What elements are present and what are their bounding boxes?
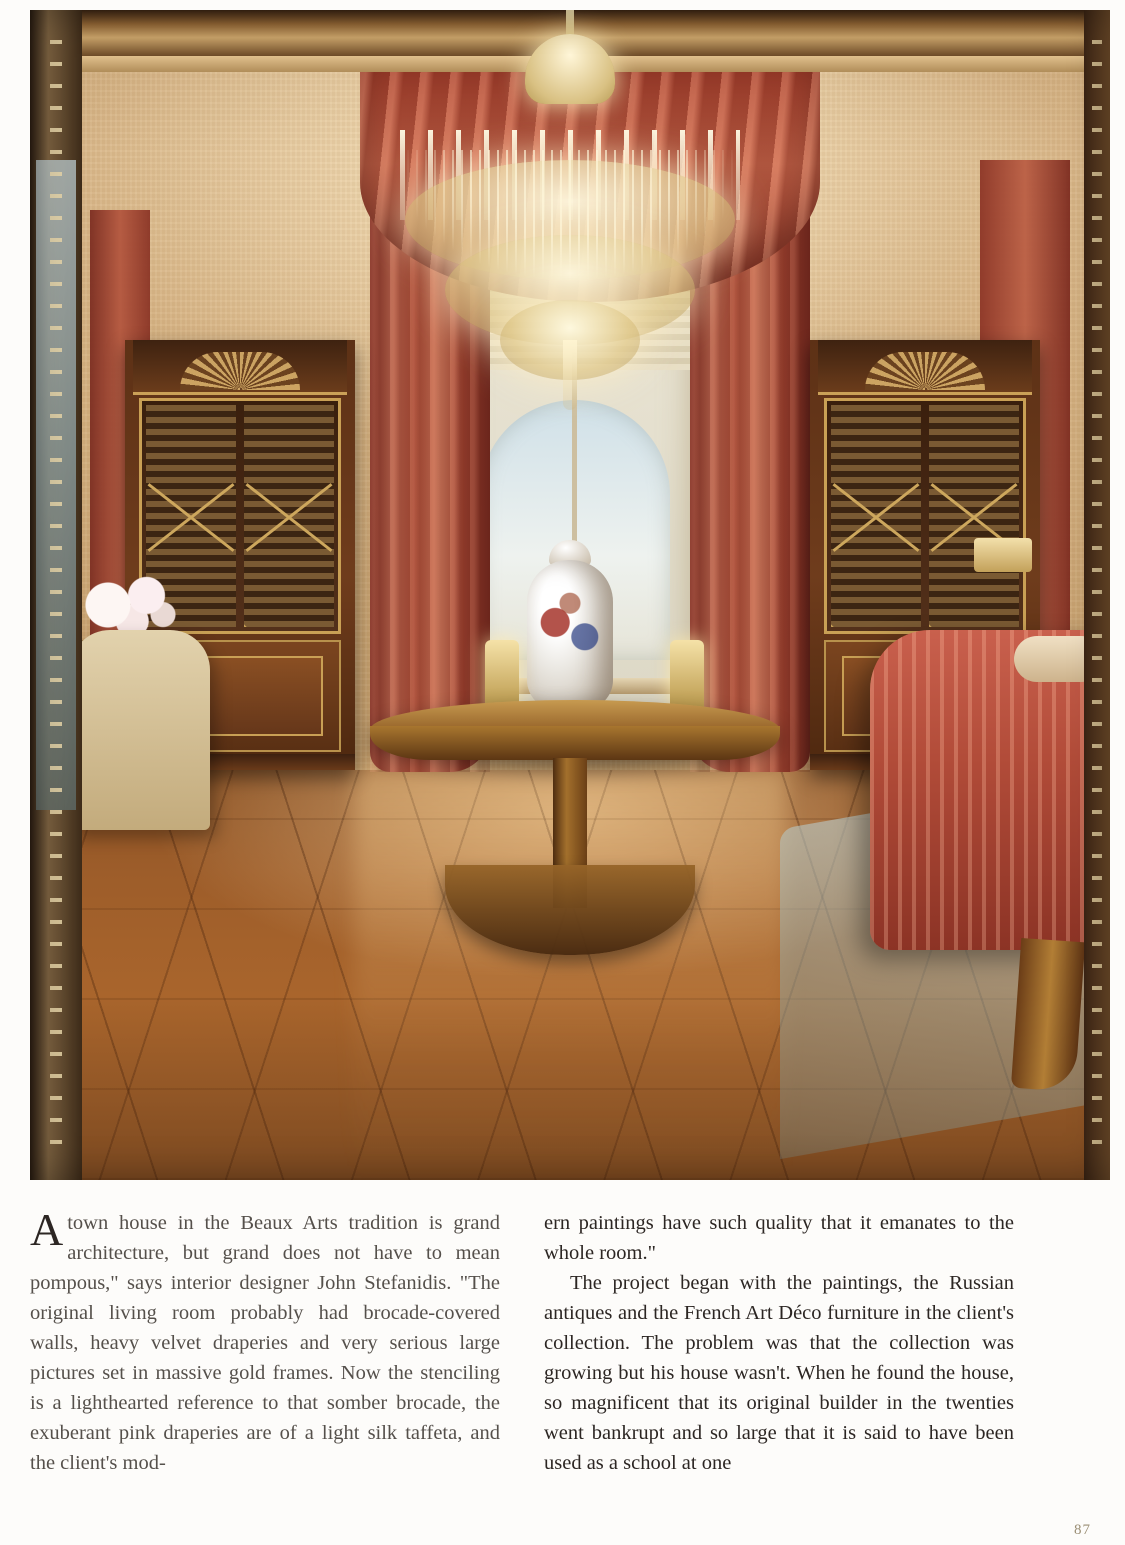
paragraph-text: The project began with the paintings, the Russian antiques and the French Art Déco furniture in the client's collection. The problem was that the collection was growing but his house wasn't. When he found the house, so magnificent that its original builder in the twenties went bankrupt and so large that it is said to have been used as a school at one [544,1272,1014,1474]
bookcase-glass-doors [824,398,1026,634]
fan-inlay-icon [180,352,300,390]
imari-vase [527,560,613,710]
vase-decoration [533,584,607,680]
article-body [30,1204,1090,1478]
body-column-right [544,1208,1014,1478]
bookcase-pane [244,405,334,627]
crystal-chandelier [380,10,760,410]
bookcase-pane [929,405,1019,627]
bookcase-pane [831,405,921,627]
fan-inlay-icon [865,352,985,390]
paragraph-with-dropcap [30,1204,500,1478]
doorway-molding [1092,40,1102,1150]
chandelier-crystal-drops [380,150,760,360]
drop-cap: A [30,1204,64,1255]
chandelier-crown [525,34,615,104]
body-column-left [30,1204,500,1478]
interior-photograph [30,10,1110,1180]
chandelier-finial [563,340,577,410]
bookcase-pediment [133,340,347,395]
table-lamp-shade [974,538,1032,572]
doorway-molding [50,40,62,1150]
striped-sofa [870,630,1110,950]
armchair-left [70,630,210,830]
page-number: 87 [1074,1522,1091,1538]
paragraph-text: ern paintings have such quality that it emanates to the whole room." [544,1212,1014,1264]
doorway-right [1084,10,1110,1180]
table-apron [370,726,780,760]
paragraph-text: town house in the Beaux Arts tradition is grand architecture, but grand does not have to mean pompous," says interior designer John Stefanidis. "The original living room probably had brocade-covered walls, heavy velvet draperies and very serious large pictures set in massive gold frames. Now the stenciling is a lighthearted reference to that somber brocade, the exuberant pink draperies are of a light silk taffeta, and the client's mod- [30,1212,500,1474]
mirrored-doorway-left [30,10,82,1180]
bookcase-pediment [818,340,1032,395]
